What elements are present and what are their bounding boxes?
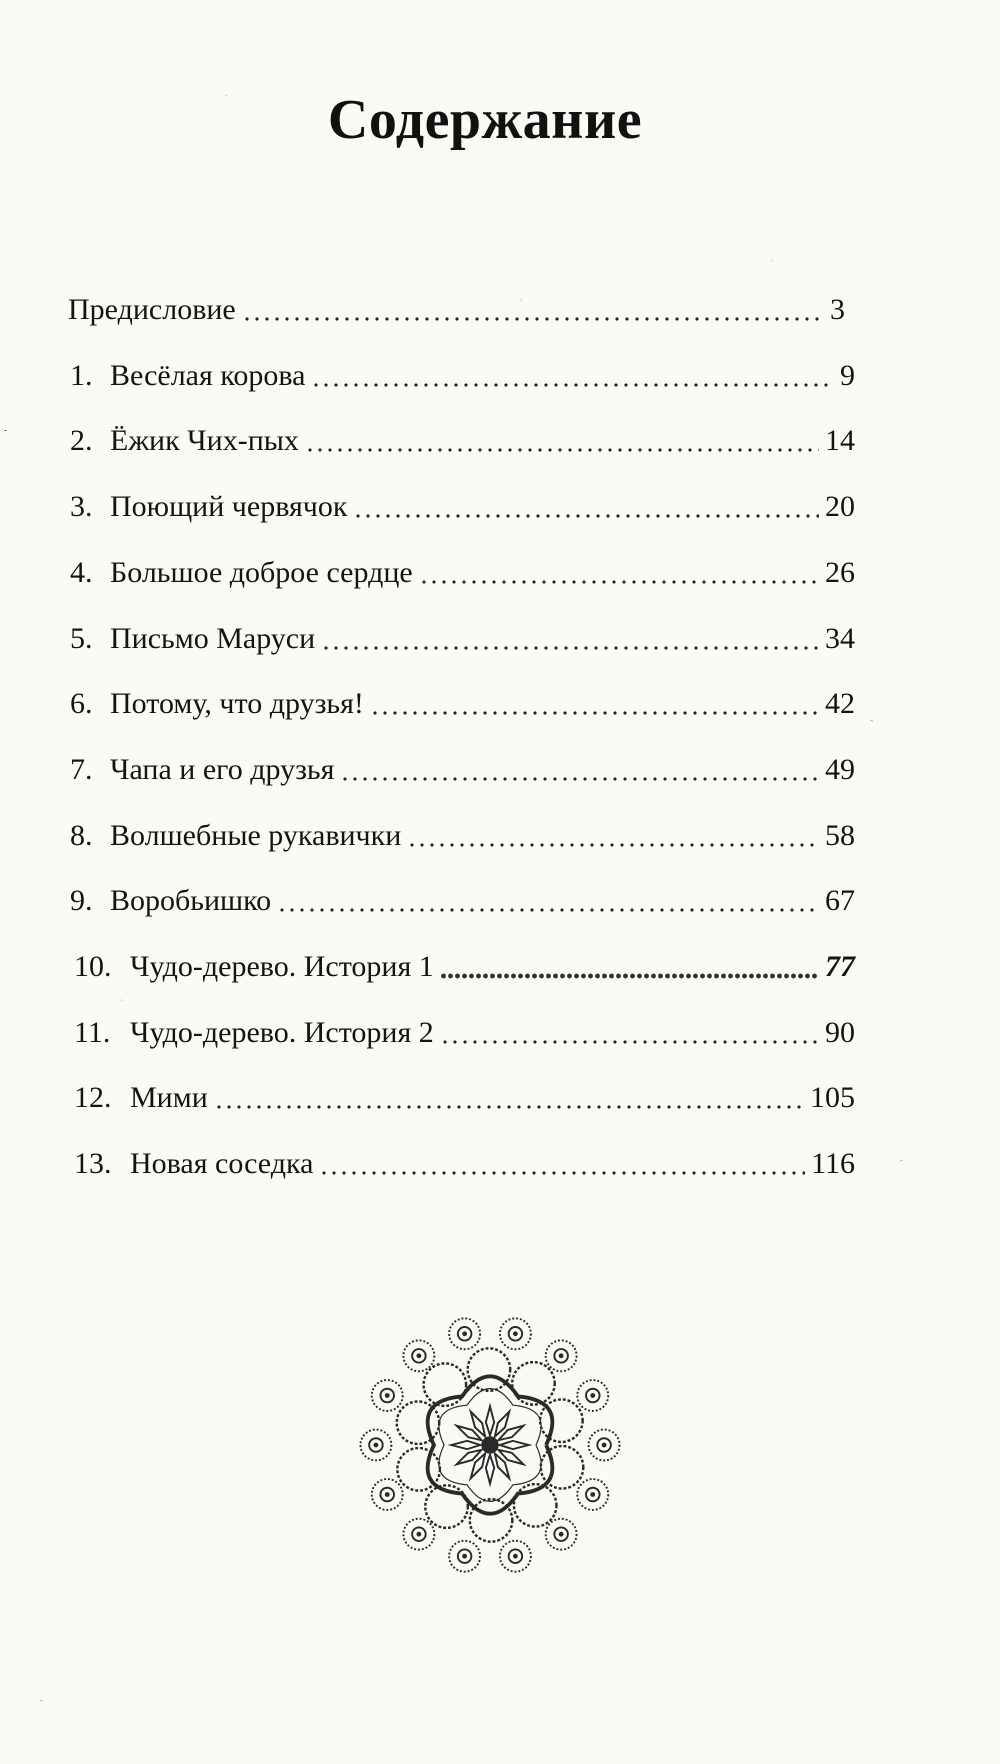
floral-mandala-ornament-icon bbox=[345, 1300, 635, 1590]
toc-entry-title: Новая соседка bbox=[130, 1147, 314, 1181]
toc-entry-number: 7. bbox=[70, 752, 93, 786]
toc-entry-number: 3. bbox=[70, 490, 93, 524]
toc-entry-page-number: 58 bbox=[825, 818, 855, 852]
toc-entry-page-number: 67 bbox=[825, 884, 855, 918]
toc-entry[interactable] bbox=[70, 619, 855, 659]
toc-entry-title: Поющий червячок bbox=[110, 490, 348, 524]
ornament-star-petal bbox=[500, 1441, 529, 1449]
toc-entry[interactable] bbox=[70, 881, 855, 921]
toc-entry[interactable] bbox=[74, 947, 855, 987]
ornament-outer-rosette-dot bbox=[374, 1443, 379, 1448]
toc-entry-page-number: 34 bbox=[825, 621, 855, 655]
paper-speckle bbox=[120, 999, 123, 1002]
ornament-star-petal bbox=[451, 1441, 480, 1449]
toc-entry[interactable] bbox=[70, 487, 855, 527]
toc-dot-leader bbox=[321, 646, 819, 650]
ornament-outer-rosette-dot bbox=[559, 1353, 564, 1358]
toc-entry-number: 11. bbox=[74, 1015, 111, 1049]
ornament-outer-rosette-dot bbox=[385, 1492, 390, 1497]
ornament-star-petal bbox=[495, 1453, 510, 1478]
toc-entry-title: Чудо-дерево. История 1 bbox=[130, 950, 434, 983]
toc-entry-number: 12. bbox=[74, 1081, 112, 1115]
ornament-outer-rosette-dot bbox=[416, 1353, 421, 1358]
toc-entry[interactable] bbox=[70, 750, 855, 790]
toc-entry-title: Мими bbox=[130, 1081, 208, 1115]
toc-entry-page-number: 49 bbox=[825, 752, 855, 786]
ornament-outer-rosette-dot bbox=[602, 1443, 607, 1448]
toc-entry-number: 6. bbox=[70, 687, 93, 721]
toc-dot-leader bbox=[407, 843, 819, 847]
toc-entry-page-number: 77 bbox=[825, 950, 855, 983]
ornament-star-petal bbox=[457, 1426, 482, 1441]
ornament-star-petal bbox=[498, 1426, 523, 1441]
toc-dot-leader bbox=[311, 383, 834, 387]
ornament-star-petal bbox=[457, 1450, 482, 1465]
toc-dot-leader bbox=[305, 448, 819, 452]
toc-entry-number: 2. bbox=[70, 424, 93, 458]
toc-entry-page-number: 116 bbox=[811, 1147, 855, 1181]
ornament-center-dot bbox=[481, 1436, 498, 1453]
toc-entry-page-number: 42 bbox=[825, 687, 855, 721]
ornament-outer-rosette-dot bbox=[513, 1554, 518, 1559]
toc-entry-number: 9. bbox=[70, 884, 93, 918]
toc-entry-number: 4. bbox=[70, 555, 93, 589]
ornament-star-petal bbox=[471, 1453, 486, 1478]
toc-entry-title: Чудо-дерево. История 2 bbox=[130, 1015, 434, 1049]
toc-entry-title: Предисловие bbox=[68, 293, 236, 326]
ornament-star-petal bbox=[498, 1450, 523, 1465]
toc-entry-title: Ёжик Чих-пых bbox=[110, 424, 299, 458]
ornament-outer-rosette-dot bbox=[513, 1331, 518, 1336]
paper-speckle bbox=[900, 1160, 903, 1162]
toc-dot-leader bbox=[340, 777, 819, 781]
toc-dot-leader bbox=[353, 514, 819, 518]
paper-speckle bbox=[770, 259, 773, 262]
ornament-outer-rosette-dot bbox=[590, 1393, 595, 1398]
toc-entry[interactable] bbox=[70, 553, 855, 593]
toc-entry[interactable] bbox=[74, 1078, 855, 1118]
toc-dot-leader bbox=[440, 973, 819, 979]
ornament-outer-rosette-dot bbox=[462, 1331, 467, 1336]
toc-entry[interactable] bbox=[74, 1013, 855, 1053]
toc-entry-title: Письмо Маруси bbox=[110, 621, 316, 655]
toc-entry-number: 13. bbox=[74, 1147, 112, 1181]
paper-speckle bbox=[870, 720, 873, 722]
toc-entry-number: 10. bbox=[74, 950, 112, 983]
toc-entry-title: Воробьишко bbox=[110, 884, 272, 918]
toc-entry[interactable] bbox=[70, 816, 855, 856]
toc-entry[interactable] bbox=[70, 356, 855, 396]
toc-entry-page-number: 9 bbox=[840, 358, 855, 392]
ornament-star-petal bbox=[495, 1412, 510, 1437]
toc-entry-page-number: 26 bbox=[825, 555, 855, 589]
toc-dot-leader bbox=[370, 711, 819, 715]
toc-entry-page-number: 3 bbox=[830, 293, 845, 326]
toc-entry-title: Весёлая корова bbox=[110, 358, 306, 392]
ornament-outer-rosette-dot bbox=[385, 1393, 390, 1398]
page-title: Содержание bbox=[327, 89, 643, 151]
paper-speckle bbox=[40, 1700, 43, 1702]
ornament-outer-rosette-dot bbox=[416, 1532, 421, 1537]
toc-dot-leader bbox=[440, 1040, 819, 1044]
toc-entry-page-number: 90 bbox=[825, 1015, 855, 1049]
toc-entry-page-number: 20 bbox=[825, 490, 855, 524]
toc-entry-number: 1. bbox=[70, 358, 93, 392]
ornament-outer-rosette-dot bbox=[462, 1554, 467, 1559]
toc-dot-leader bbox=[242, 317, 824, 321]
toc-entry[interactable] bbox=[74, 1144, 855, 1184]
toc-entry-title: Волшебные рукавички bbox=[110, 818, 402, 852]
toc-entry-title: Большое доброе сердце bbox=[110, 555, 413, 589]
ornament-star-petal bbox=[486, 1406, 494, 1435]
toc-entry[interactable] bbox=[70, 684, 855, 724]
ornament-star-petal bbox=[471, 1412, 486, 1437]
toc-entry-title: Чапа и его друзья bbox=[110, 752, 335, 786]
toc-entry[interactable] bbox=[68, 290, 845, 330]
toc-dot-leader bbox=[214, 1105, 804, 1109]
toc-entry-number: 5. bbox=[70, 621, 93, 655]
ornament-star-petal bbox=[486, 1455, 494, 1484]
toc-dot-leader bbox=[419, 580, 819, 584]
toc-entry[interactable] bbox=[70, 421, 855, 461]
toc-dot-leader bbox=[277, 908, 819, 912]
ornament-outer-rosette-dot bbox=[559, 1532, 564, 1537]
toc-entry-title: Потому, что друзья! bbox=[110, 687, 364, 721]
toc-entry-number: 8. bbox=[70, 818, 93, 852]
toc-dot-leader bbox=[319, 1171, 805, 1175]
toc-entry-page-number: 105 bbox=[810, 1081, 855, 1115]
paper-speckle bbox=[4, 430, 7, 431]
ornament-outer-rosette-dot bbox=[590, 1492, 595, 1497]
toc-entry-page-number: 14 bbox=[825, 424, 855, 458]
